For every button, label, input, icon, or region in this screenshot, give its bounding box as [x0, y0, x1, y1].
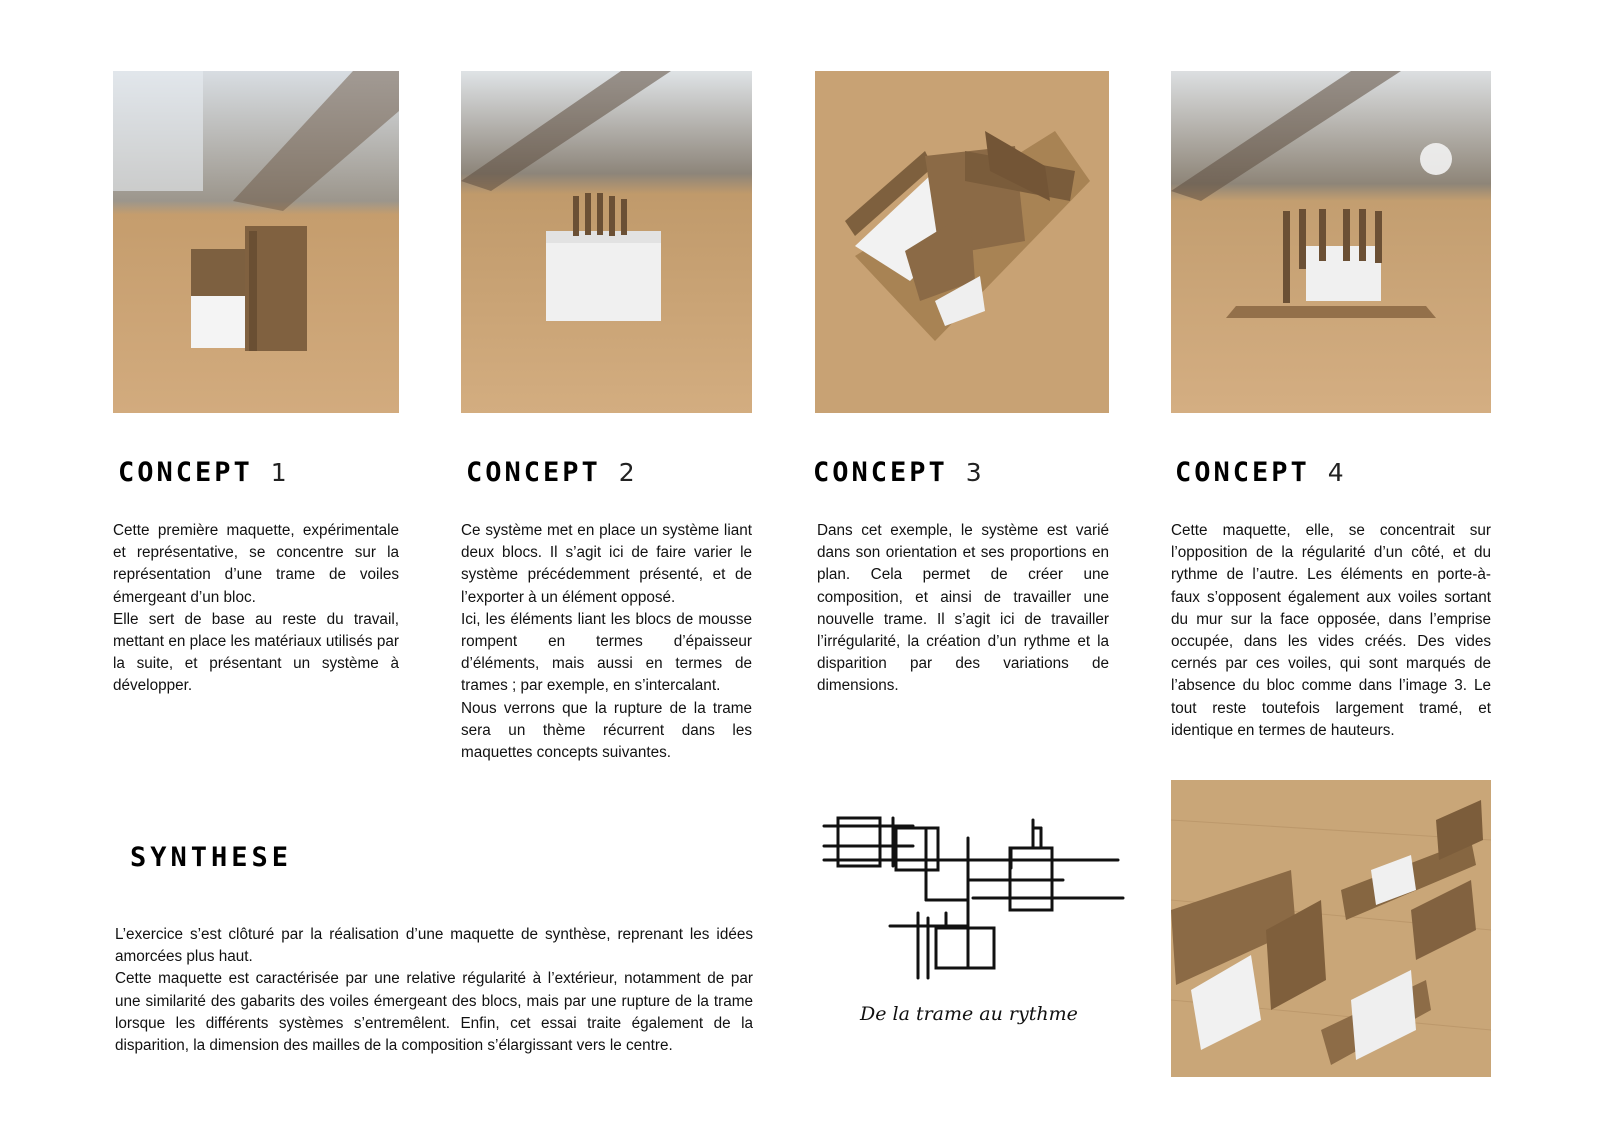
concept-2-title	[466, 457, 638, 497]
concept-1-title	[118, 457, 290, 497]
concept-4-paragraph: Cette maquette, elle, se concentrait sur l’opposition de la régularité d’un côté, et du rythme de l’autre. Les éléments en porte-à-faux s’opposent également aux voiles sortant du mur sur la face opposée, dans l’emprise occupée, dans les vides créés. Des vides cernés par ces voiles, qui sont marqués de l’absence du bloc comme dans l’image 3. Le tout reste toutefois largement tramé, et identique en termes de hauteurs.	[1171, 522, 1491, 739]
concept-1-title-text: CONCEPT	[118, 457, 253, 488]
concept-3-title	[813, 457, 985, 497]
concept-4-title-text: CONCEPT	[1175, 457, 1310, 488]
concept-2-title-text: CONCEPT	[466, 457, 601, 488]
concept-3-text	[817, 520, 1109, 698]
concept-4-title	[1175, 457, 1347, 497]
concept-1-text	[113, 520, 399, 698]
concept-2-paragraph: Nous verrons que la rupture de la trame sera un thème récurrent dans les maquettes concepts suivantes.	[461, 699, 752, 762]
synthese-text	[115, 924, 753, 1057]
photo-concept-4	[1171, 71, 1491, 413]
concept-3-number: 3	[965, 458, 985, 487]
concept-2-paragraph: Ce système met en place un système liant deux blocs. Il s’agit ici de faire varier le système précédemment présenté, et de l’exporter à un élément opposé.	[461, 522, 752, 606]
photo-concept-1	[113, 71, 399, 413]
synthese-paragraph: Cette maquette est caractérisée par une relative régularité à l’extérieur, notamment de par une similarité des gabarits des voiles émergeant des blocs, mais par une rupture de la trame lorsque les différents systèmes s’entremêlent. Enfin, cet essai traite également de la disparition, la dimension des mailles de la composition s’élargissant vers le centre.	[115, 970, 753, 1055]
photo-concept-3	[815, 71, 1109, 413]
concept-2-text	[461, 520, 752, 764]
concept-3-paragraph: Dans cet exemple, le système est varié dans son orientation et ses proportions en plan. Cela permet de créer une composition, et ainsi de travailler une nouvelle trame. Il s’agit ici de travailler l’irrégularité, la création d’un rythme et la disparition par des variations de dimensions.	[817, 522, 1109, 695]
photo-synthese	[1171, 780, 1491, 1077]
concept-2-number: 2	[618, 458, 638, 487]
grid-sketch-drawing	[818, 808, 1128, 1033]
concept-3-title-text: CONCEPT	[813, 457, 948, 488]
concept-1-paragraph: Cette première maquette, expérimentale et représentative, se concentre sur la représentation d’une trame de voiles émergeant d’un bloc.	[113, 522, 399, 606]
concept-1-paragraph: Elle sert de base au reste du travail, mettant en place les matériaux utilisés par la suite, et présentant un système à développer.	[113, 610, 399, 695]
concept-2-paragraph: Ici, les éléments liant les blocs de mousse rompent en termes d’épaisseur d’éléments, mais aussi en termes de trames ; par exemple, en s’intercalant.	[461, 610, 752, 695]
concept-4-text	[1171, 520, 1491, 742]
sketch-caption: De la trame au rythme	[860, 1003, 1078, 1025]
concept-1-number: 1	[270, 458, 290, 487]
concept-4-number: 4	[1327, 458, 1347, 487]
photo-concept-2	[461, 71, 752, 413]
synthese-paragraph: L’exercice s’est clôturé par la réalisation d’une maquette de synthèse, reprenant les idées amorcées plus haut.	[115, 926, 753, 966]
synthese-title: SYNTHESE	[130, 842, 293, 873]
